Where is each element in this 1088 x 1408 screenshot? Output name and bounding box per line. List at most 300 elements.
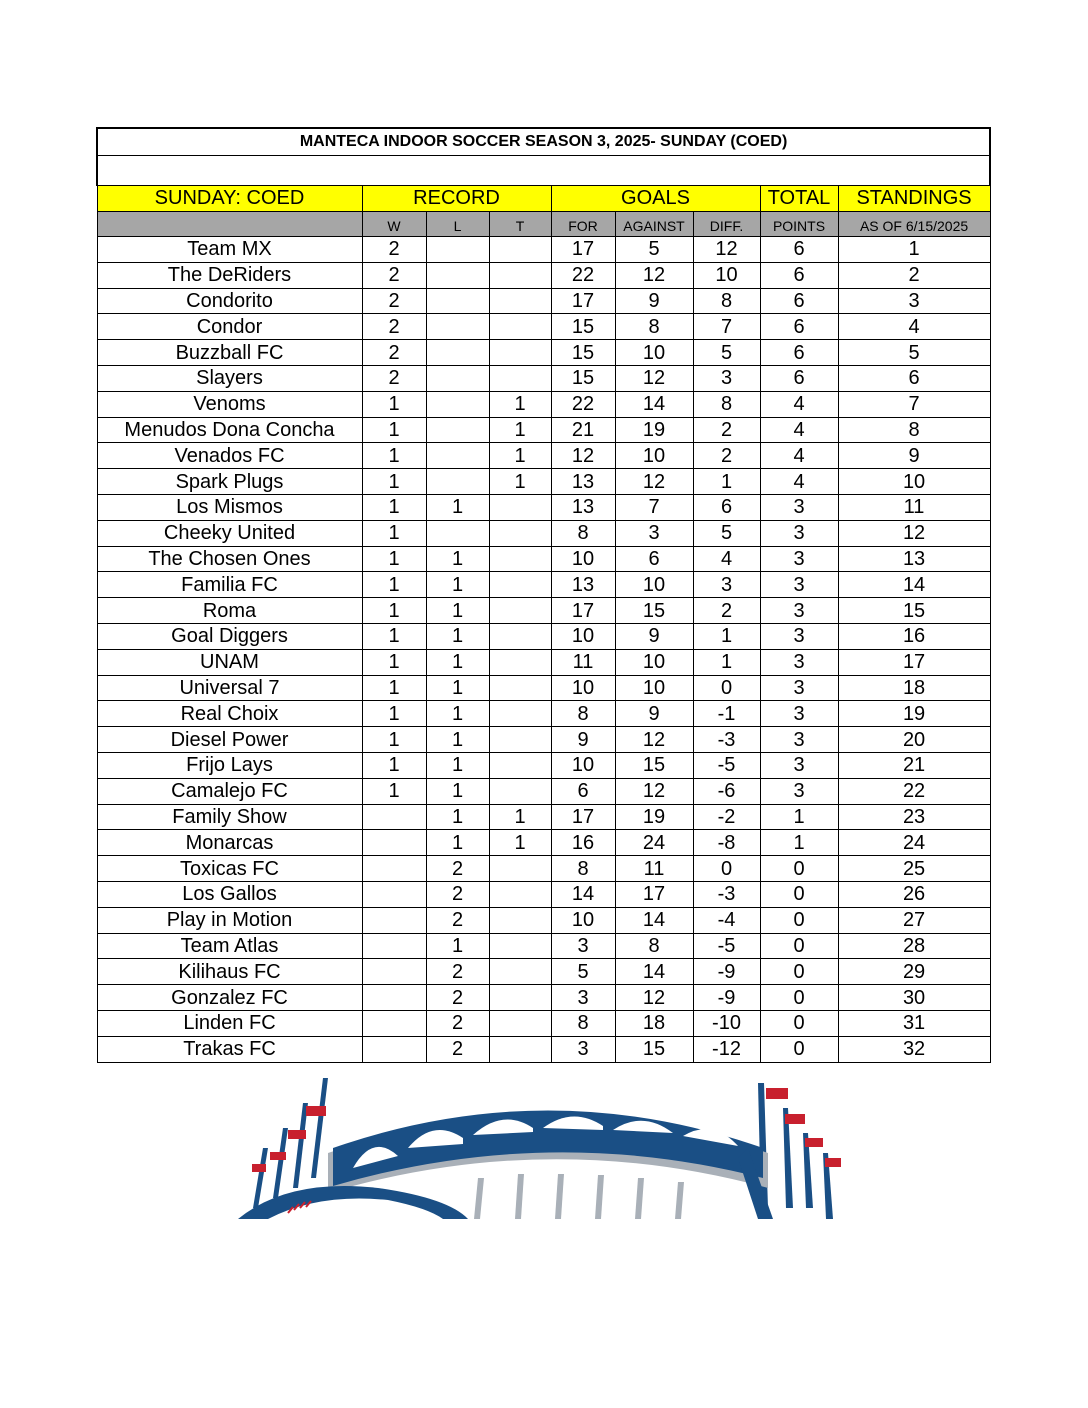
w-cell: 1 [362,572,426,598]
table-row [97,598,990,624]
standing-cell: 1 [838,237,990,263]
points-cell: 6 [760,288,838,314]
team-cell: Menudos Dona Concha [97,417,362,443]
t-cell [489,340,551,366]
l-cell [426,469,489,495]
w-cell: 1 [362,649,426,675]
points-cell: 4 [760,469,838,495]
diff-cell: 3 [693,572,760,598]
team-cell: Trakas FC [97,1036,362,1062]
diff-cell: 3 [693,365,760,391]
points-cell: 6 [760,365,838,391]
points-cell: 6 [760,340,838,366]
against-cell: 10 [615,649,693,675]
team-cell: Team MX [97,237,362,263]
table-row [97,1010,990,1036]
t-cell [489,572,551,598]
standing-cell: 22 [838,778,990,804]
points-subheader: POINTS [760,212,838,237]
table-row [97,701,990,727]
table-row [97,830,990,856]
against-cell: 9 [615,623,693,649]
points-cell: 3 [760,572,838,598]
diff-cell: -9 [693,959,760,985]
w-cell: 1 [362,469,426,495]
for-cell: 17 [551,237,615,263]
against-cell: 14 [615,959,693,985]
against-cell: 19 [615,804,693,830]
standing-cell: 3 [838,288,990,314]
against-cell: 15 [615,598,693,624]
team-cell: Roma [97,598,362,624]
table-row [97,959,990,985]
diff-cell: 4 [693,546,760,572]
points-cell: 3 [760,623,838,649]
w-cell [362,1036,426,1062]
points-cell: 0 [760,856,838,882]
against-cell: 10 [615,340,693,366]
team-cell: UNAM [97,649,362,675]
standing-cell: 4 [838,314,990,340]
standing-cell: 6 [838,365,990,391]
standing-cell: 2 [838,262,990,288]
team-cell: Camalejo FC [97,778,362,804]
l-cell: 2 [426,881,489,907]
w-cell [362,856,426,882]
l-cell: 1 [426,546,489,572]
diff-cell: 6 [693,494,760,520]
points-cell: 6 [760,314,838,340]
diff-cell: -4 [693,907,760,933]
t-cell [489,675,551,701]
against-cell: 12 [615,727,693,753]
for-subheader: FOR [551,212,615,237]
team-cell: Los Gallos [97,881,362,907]
team-cell: Slayers [97,365,362,391]
for-cell: 22 [551,391,615,417]
diff-cell: -12 [693,1036,760,1062]
points-cell: 4 [760,391,838,417]
total-header: TOTAL [760,186,838,212]
w-cell [362,804,426,830]
for-cell: 15 [551,340,615,366]
against-cell: 10 [615,675,693,701]
for-cell: 12 [551,443,615,469]
team-cell: Venados FC [97,443,362,469]
points-cell: 3 [760,675,838,701]
standings-header: STANDINGS [838,186,990,212]
points-cell: 3 [760,546,838,572]
w-subheader: W [362,212,426,237]
points-cell: 3 [760,520,838,546]
diff-cell: 1 [693,623,760,649]
diff-cell: 1 [693,469,760,495]
table-title: MANTECA INDOOR SOCCER SEASON 3, 2025- SUNDAY (COED) [97,128,990,156]
table-row [97,365,990,391]
t-cell [489,881,551,907]
against-cell: 12 [615,365,693,391]
w-cell [362,985,426,1011]
l-cell [426,288,489,314]
l-cell [426,237,489,263]
diff-cell: 1 [693,649,760,675]
w-cell: 1 [362,752,426,778]
points-cell: 3 [760,701,838,727]
team-cell: Universal 7 [97,675,362,701]
table-row [97,469,990,495]
t-cell [489,985,551,1011]
table-row [97,933,990,959]
t-cell [489,1010,551,1036]
points-cell: 0 [760,1010,838,1036]
against-cell: 6 [615,546,693,572]
against-cell: 12 [615,262,693,288]
team-cell: The Chosen Ones [97,546,362,572]
w-cell: 1 [362,623,426,649]
standing-cell: 25 [838,856,990,882]
l-subheader: L [426,212,489,237]
t-cell [489,778,551,804]
standing-cell: 9 [838,443,990,469]
table-row [97,546,990,572]
l-cell: 2 [426,959,489,985]
l-cell: 2 [426,856,489,882]
t-cell: 1 [489,417,551,443]
points-cell: 0 [760,907,838,933]
table-row [97,391,990,417]
for-cell: 14 [551,881,615,907]
w-cell: 1 [362,598,426,624]
against-cell: 18 [615,1010,693,1036]
team-cell: Family Show [97,804,362,830]
against-cell: 19 [615,417,693,443]
table-row [97,907,990,933]
t-cell: 1 [489,443,551,469]
standing-cell: 26 [838,881,990,907]
w-cell: 1 [362,417,426,443]
table-row [97,237,990,263]
table-row [97,520,990,546]
l-cell [426,314,489,340]
w-cell: 1 [362,546,426,572]
w-cell: 2 [362,365,426,391]
for-cell: 10 [551,623,615,649]
w-cell: 1 [362,727,426,753]
title-row [97,128,990,156]
w-cell [362,1010,426,1036]
against-cell: 11 [615,856,693,882]
table-row [97,417,990,443]
w-cell: 1 [362,443,426,469]
table-row [97,340,990,366]
standing-cell: 27 [838,907,990,933]
team-cell: Gonzalez FC [97,985,362,1011]
table-row [97,1036,990,1062]
for-cell: 13 [551,572,615,598]
standing-cell: 5 [838,340,990,366]
for-cell: 17 [551,804,615,830]
l-cell: 1 [426,752,489,778]
w-cell: 2 [362,262,426,288]
l-cell: 1 [426,778,489,804]
against-cell: 15 [615,1036,693,1062]
for-cell: 22 [551,262,615,288]
diff-cell: 0 [693,856,760,882]
standing-cell: 29 [838,959,990,985]
l-cell: 1 [426,701,489,727]
l-cell: 1 [426,830,489,856]
standing-cell: 30 [838,985,990,1011]
diff-cell: -3 [693,881,760,907]
team-cell: Kilihaus FC [97,959,362,985]
t-cell [489,933,551,959]
goals-header: GOALS [551,186,760,212]
points-cell: 4 [760,417,838,443]
t-cell [489,907,551,933]
for-cell: 17 [551,598,615,624]
w-cell [362,907,426,933]
l-cell [426,262,489,288]
team-cell: Condorito [97,288,362,314]
standings-table [96,127,991,1063]
t-cell [489,262,551,288]
l-cell: 2 [426,985,489,1011]
diff-cell: -1 [693,701,760,727]
team-cell: Linden FC [97,1010,362,1036]
for-cell: 6 [551,778,615,804]
w-cell: 1 [362,391,426,417]
diff-cell: 10 [693,262,760,288]
division-header: SUNDAY: COED [97,186,362,212]
team-cell: Buzzball FC [97,340,362,366]
table-row [97,727,990,753]
diff-cell: 5 [693,340,760,366]
table-row [97,985,990,1011]
w-cell: 2 [362,340,426,366]
w-cell: 2 [362,237,426,263]
for-cell: 8 [551,856,615,882]
standing-cell: 15 [838,598,990,624]
t-cell: 1 [489,804,551,830]
points-cell: 0 [760,1036,838,1062]
w-cell: 2 [362,314,426,340]
diff-cell: 12 [693,237,760,263]
table-row [97,262,990,288]
t-cell [489,959,551,985]
diff-cell: 2 [693,417,760,443]
against-cell: 10 [615,572,693,598]
for-cell: 15 [551,365,615,391]
t-cell [489,1036,551,1062]
table-row [97,572,990,598]
l-cell: 1 [426,649,489,675]
l-cell: 1 [426,623,489,649]
table-row [97,288,990,314]
t-subheader: T [489,212,551,237]
w-cell: 1 [362,675,426,701]
t-cell: 1 [489,830,551,856]
t-cell [489,365,551,391]
table-row [97,881,990,907]
l-cell: 1 [426,727,489,753]
table-row [97,623,990,649]
for-cell: 5 [551,959,615,985]
diff-cell: -8 [693,830,760,856]
team-cell: The DeRiders [97,262,362,288]
standing-cell: 16 [838,623,990,649]
for-cell: 10 [551,546,615,572]
standing-cell: 28 [838,933,990,959]
l-cell: 1 [426,804,489,830]
w-cell: 1 [362,778,426,804]
points-cell: 0 [760,959,838,985]
l-cell: 1 [426,494,489,520]
table-row [97,649,990,675]
blank-cell [97,156,990,186]
diff-cell: 2 [693,598,760,624]
diff-cell: 5 [693,520,760,546]
points-cell: 3 [760,752,838,778]
for-cell: 13 [551,469,615,495]
team-cell: Monarcas [97,830,362,856]
points-cell: 0 [760,881,838,907]
t-cell [489,623,551,649]
points-cell: 3 [760,598,838,624]
diff-cell: 8 [693,288,760,314]
for-cell: 8 [551,1010,615,1036]
diff-subheader: DIFF. [693,212,760,237]
w-cell: 1 [362,520,426,546]
l-cell [426,391,489,417]
for-cell: 3 [551,1036,615,1062]
l-cell [426,443,489,469]
for-cell: 8 [551,701,615,727]
team-cell: Familia FC [97,572,362,598]
diff-cell: 8 [693,391,760,417]
table-row [97,494,990,520]
against-subheader: AGAINST [615,212,693,237]
t-cell [489,856,551,882]
standing-cell: 13 [838,546,990,572]
l-cell [426,340,489,366]
against-cell: 17 [615,881,693,907]
l-cell: 1 [426,675,489,701]
team-cell: Cheeky United [97,520,362,546]
standing-cell: 14 [838,572,990,598]
points-cell: 1 [760,804,838,830]
t-cell [489,237,551,263]
l-cell: 2 [426,1036,489,1062]
blank-row [97,156,990,186]
against-cell: 3 [615,520,693,546]
w-cell: 1 [362,494,426,520]
diff-cell: -9 [693,985,760,1011]
for-cell: 15 [551,314,615,340]
for-cell: 13 [551,494,615,520]
table-row [97,675,990,701]
diff-cell: 0 [693,675,760,701]
team-cell: Spark Plugs [97,469,362,495]
t-cell [489,494,551,520]
t-cell [489,546,551,572]
standing-cell: 17 [838,649,990,675]
points-cell: 3 [760,494,838,520]
team-cell: Real Choix [97,701,362,727]
table-row [97,443,990,469]
diff-cell: 7 [693,314,760,340]
for-cell: 10 [551,675,615,701]
for-cell: 3 [551,985,615,1011]
team-cell: Los Mismos [97,494,362,520]
diff-cell: 2 [693,443,760,469]
team-cell: Play in Motion [97,907,362,933]
against-cell: 12 [615,469,693,495]
against-cell: 24 [615,830,693,856]
l-cell: 2 [426,1010,489,1036]
sub-header-row [97,212,990,237]
l-cell [426,365,489,391]
standing-cell: 24 [838,830,990,856]
table-row [97,314,990,340]
t-cell [489,727,551,753]
points-cell: 3 [760,727,838,753]
w-cell [362,830,426,856]
points-cell: 1 [760,830,838,856]
diff-cell: -2 [693,804,760,830]
table-row [97,752,990,778]
t-cell [489,288,551,314]
l-cell: 2 [426,907,489,933]
points-cell: 3 [760,649,838,675]
for-cell: 16 [551,830,615,856]
for-cell: 11 [551,649,615,675]
l-cell: 1 [426,598,489,624]
table-row [97,804,990,830]
stadium-logo [228,1078,863,1219]
t-cell [489,520,551,546]
against-cell: 12 [615,985,693,1011]
t-cell: 1 [489,391,551,417]
standing-cell: 32 [838,1036,990,1062]
points-cell: 6 [760,262,838,288]
record-header: RECORD [362,186,551,212]
diff-cell: -5 [693,752,760,778]
against-cell: 9 [615,701,693,727]
standing-cell: 11 [838,494,990,520]
l-cell [426,520,489,546]
w-cell [362,933,426,959]
group-header-row [97,186,990,212]
standing-cell: 23 [838,804,990,830]
against-cell: 10 [615,443,693,469]
standing-cell: 19 [838,701,990,727]
against-cell: 7 [615,494,693,520]
team-cell: Frijo Lays [97,752,362,778]
team-cell: Diesel Power [97,727,362,753]
w-cell [362,881,426,907]
points-cell: 6 [760,237,838,263]
against-cell: 14 [615,391,693,417]
against-cell: 8 [615,933,693,959]
l-cell: 1 [426,572,489,598]
against-cell: 8 [615,314,693,340]
for-cell: 3 [551,933,615,959]
l-cell: 1 [426,933,489,959]
against-cell: 12 [615,778,693,804]
l-cell [426,417,489,443]
against-cell: 5 [615,237,693,263]
for-cell: 17 [551,288,615,314]
